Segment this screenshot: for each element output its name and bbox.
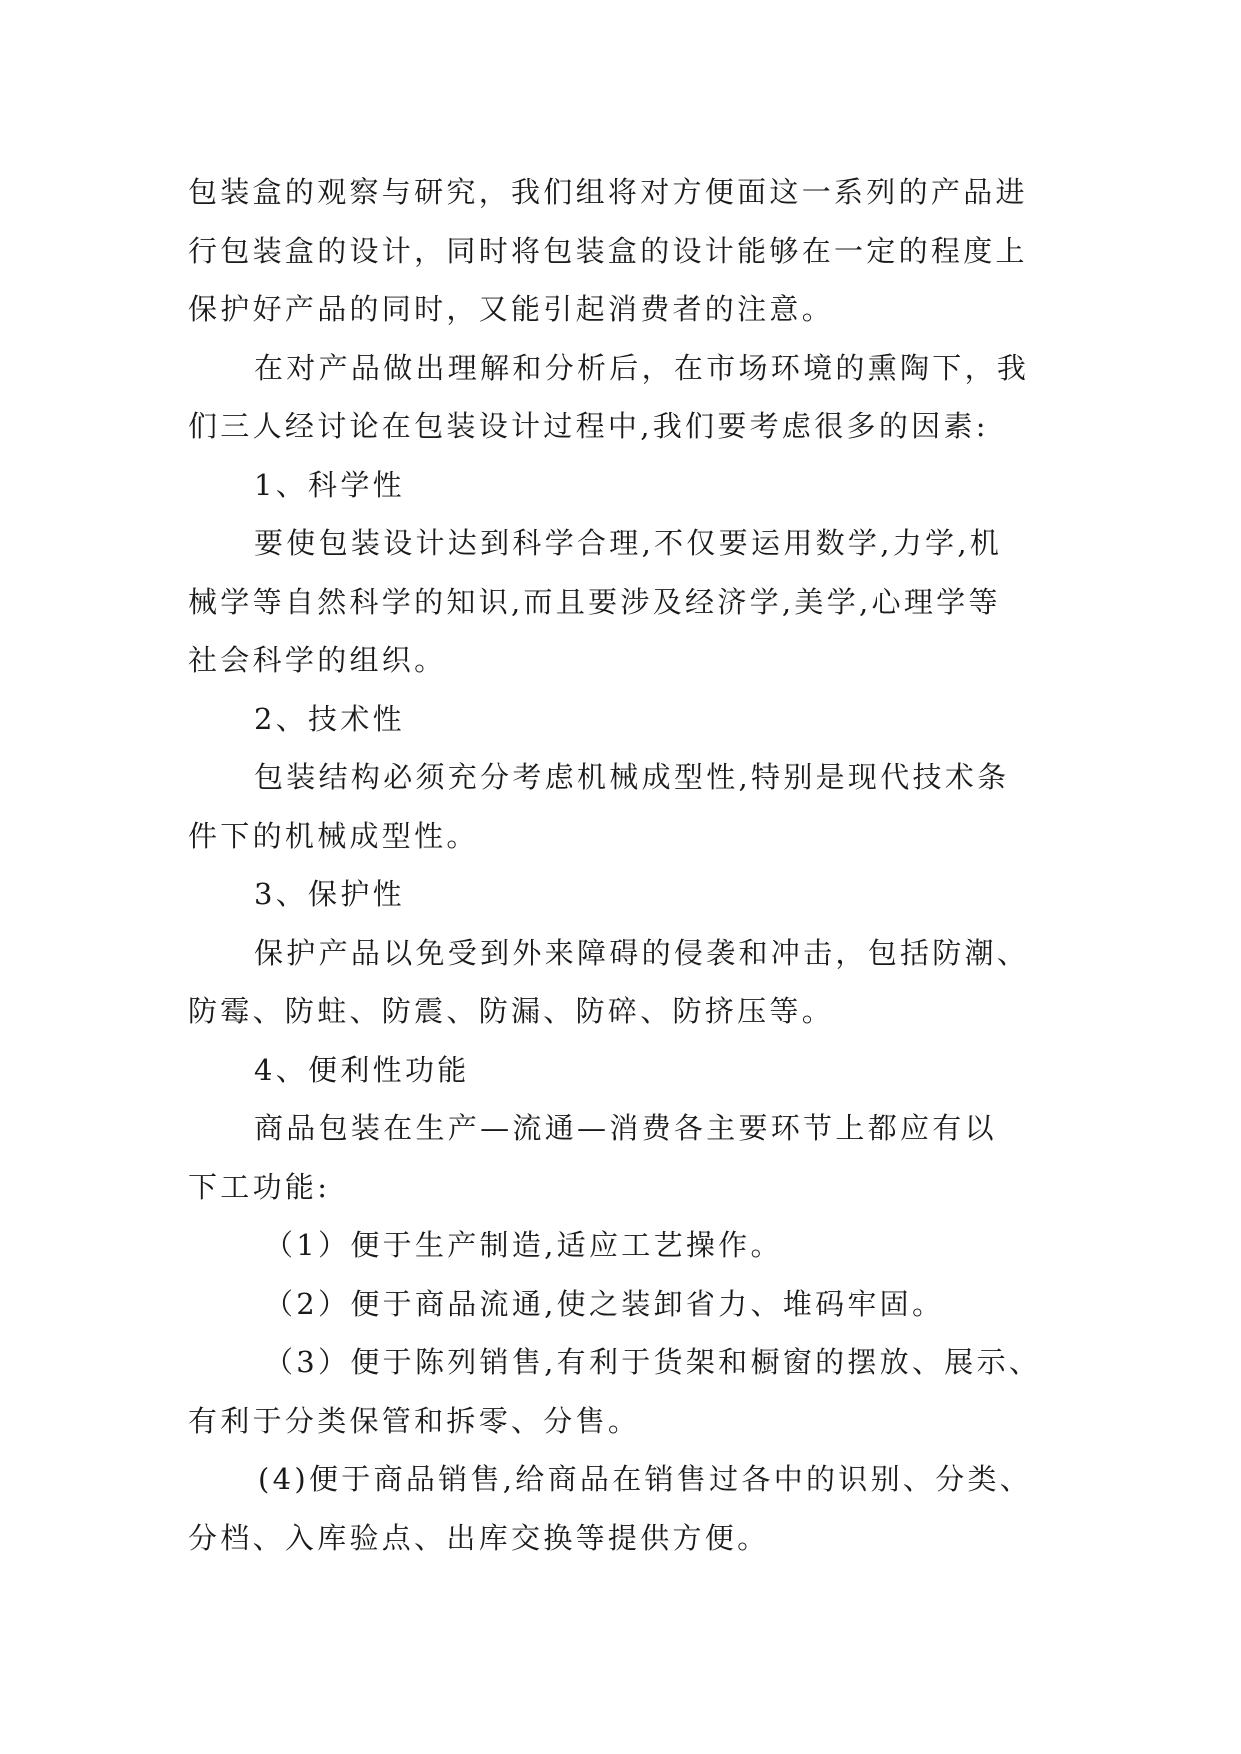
text-line: 有利于分类保管和拆零、分售。 <box>188 1403 641 1438</box>
text-line: 件下的机械成型性。 <box>188 818 479 853</box>
text-line: 要使包装设计达到科学合理,不仅要运用数学,力学,机 <box>254 526 1003 560</box>
text-line: 保护好产品的同时，又能引起消费者的注意。 <box>188 292 835 326</box>
text-line: 下工功能: <box>188 1169 331 1204</box>
body-text <box>188 163 1068 1567</box>
text-line: 防霉、防蛀、防震、防漏、防碎、防挤压等。 <box>188 994 835 1028</box>
section-heading: 3、保护性 <box>254 877 405 911</box>
text-line: 行包装盒的设计，同时将包装盒的设计能够在一定的程度上 <box>188 233 1028 268</box>
list-item: （1）便于生产制造,适应工艺操作。 <box>264 1228 783 1262</box>
section-heading: 2、技术性 <box>254 701 405 736</box>
list-item: (4)便于商品销售,给商品在销售过各中的识别、分类、 <box>258 1462 1033 1496</box>
text-line: 在对产品做出理解和分析后，在市场环境的熏陶下，我 <box>254 350 1030 385</box>
text-line: 商品包装在生产—流通—消费各主要环节上都应有以 <box>254 1111 997 1145</box>
text-line: 保护产品以免受到外来障碍的侵袭和冲击，包括防潮、 <box>254 935 1030 970</box>
text-line: 分档、入库验点、出库交换等提供方便。 <box>188 1520 770 1555</box>
text-line: 们三人经讨论在包装设计过程中,我们要考虑很多的因素: <box>188 409 989 443</box>
section-heading: 1、科学性 <box>254 467 405 502</box>
list-item: （2）便于商品流通,使之装卸省力、堆码牢固。 <box>264 1286 945 1321</box>
text-line: 包装结构必须充分考虑机械成型性,特别是现代技术条 <box>254 760 1010 794</box>
text-line: 社会科学的组织。 <box>188 643 447 677</box>
text-line: 包装盒的观察与研究，我们组将对方便面这一系列的产品进 <box>188 175 1028 209</box>
section-heading: 4、便利性功能 <box>254 1052 470 1087</box>
text-line: 械学等自然科学的知识,而且要涉及经济学,美学,心理学等 <box>188 584 1001 619</box>
list-item: （3）便于陈列销售,有利于货架和橱窗的摆放、展示、 <box>264 1345 1042 1379</box>
